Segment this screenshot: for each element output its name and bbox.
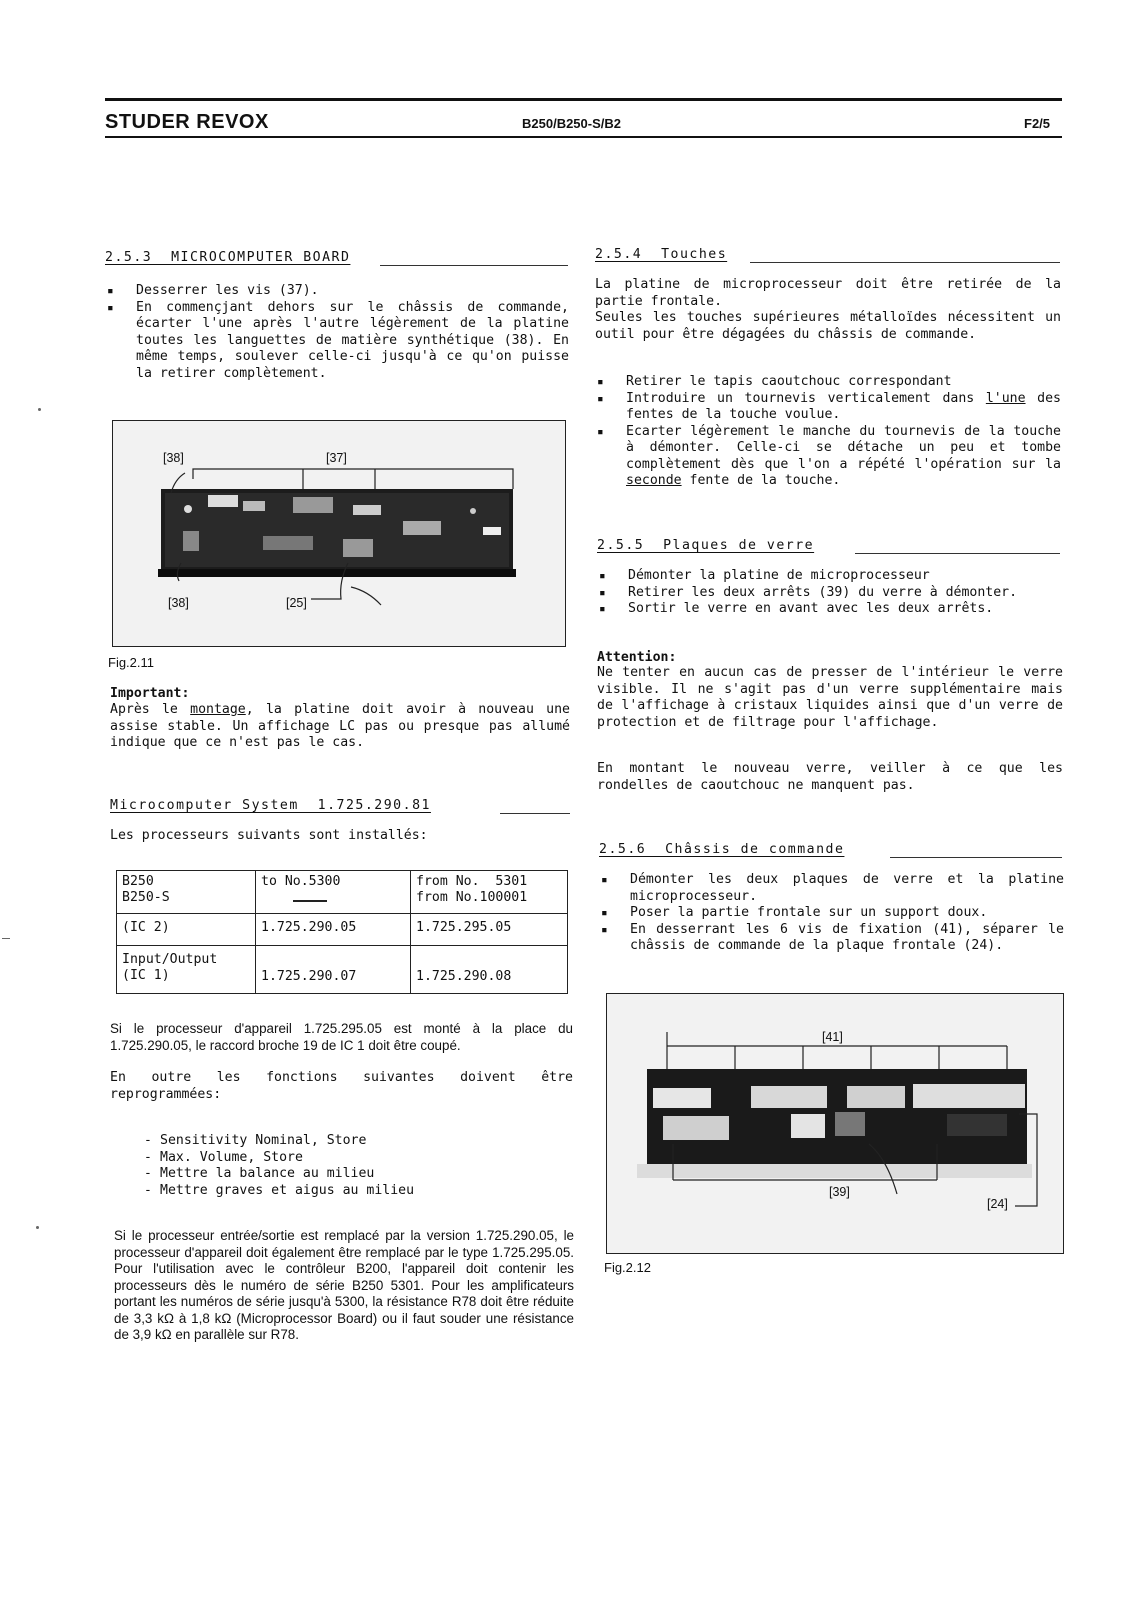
touches-steps	[595, 374, 1061, 490]
figure-label: [38]	[163, 451, 184, 465]
list-item: ▪ Retirer les deux arrêts (39) du verre à démonter.	[597, 585, 1061, 602]
heading-rule	[890, 857, 1062, 858]
paragraph-reprogram: En outre les fonctions suivantes doivent être reprogrammées:	[110, 1070, 573, 1102]
important-title: Important:	[110, 686, 190, 701]
table-row	[117, 871, 568, 914]
list-item: ▪ Démonter les deux plaques de verre et la platine microprocesseur.	[599, 872, 1064, 905]
chassis-steps	[599, 872, 1064, 955]
reprogram-list	[144, 1133, 564, 1199]
page-number: F2/5	[1024, 116, 1051, 131]
list-item: ▪ Desserrer les vis (37).	[105, 283, 569, 300]
section-heading-2-5-3: 2.5.3 MICROCOMPUTER BOARD	[105, 250, 351, 265]
list-item: ▪ Retirer le tapis caoutchouc correspondant	[595, 374, 1061, 391]
plaques-steps	[597, 568, 1061, 618]
figure-label: [41]	[822, 1030, 843, 1044]
underlined-word: l'une	[985, 390, 1026, 406]
underlined-word: montage	[190, 702, 246, 717]
table-cell: from No. 5301 from No.100001	[411, 871, 568, 914]
header-top-rule	[105, 98, 1062, 101]
list-item: ▪ Sortir le verre en avant avec les deux arrêts.	[597, 601, 1061, 618]
table-cell: (IC 2)	[117, 914, 256, 946]
figure-2-12-caption: Fig.2.12	[604, 1260, 651, 1275]
figure-2-12-control-chassis-photo	[606, 993, 1064, 1254]
processors-intro: Les processeurs suivants sont installés:	[110, 828, 428, 843]
table-cell: Input/Output (IC 1)	[117, 946, 256, 994]
figure-2-11-microcomputer-board-photo	[112, 420, 566, 647]
list-item: ▪ En desserrant les 6 vis de fixation (41), séparer le châssis de commande de la plaque frontale (24).	[599, 922, 1064, 955]
section-heading-microcomputer-system: Microcomputer System 1.725.290.81	[110, 798, 431, 813]
heading-rule	[750, 262, 1060, 263]
figure-2-11-caption: Fig.2.11	[108, 655, 155, 670]
heading-rule	[380, 265, 568, 266]
list-item: ▪ Poser la partie frontale sur un support doux.	[599, 905, 1064, 922]
brand-logo: STUDER REVOX	[105, 111, 269, 133]
paragraph-processor-swap: Si le processeur d'appareil 1.725.295.05 est monté à la place du 1.725.290.05, le raccord broche 19 de IC 1 doit être coupé.	[110, 1021, 573, 1053]
attention-note: Ne tenter en aucun cas de presser de l'intérieur le verre visible. Il ne s'agit pas d'un verre supplémentaire mais de l'affichage à cristaux liquides ainsi que d'un verre de protection et de filtrage pour l'affichage.	[597, 665, 1063, 730]
list-item: - Max. Volume, Store	[144, 1150, 564, 1167]
heading-rule	[500, 813, 570, 814]
heading-rule	[855, 553, 1060, 554]
table-cell: 1.725.290.07	[256, 946, 411, 994]
important-note: Après le montage, la platine doit avoir à nouveau une assise stable. Un affichage LC pas ou presque pas allumé indique que ce n'est pas le cas.	[110, 702, 570, 750]
figure-label: [24]	[987, 1197, 1008, 1211]
table-cell: to No.5300	[256, 871, 411, 914]
figure-label: [39]	[829, 1185, 850, 1199]
dash-line	[293, 900, 327, 902]
plaques-paragraph: En montant le nouveau verre, veiller à ce que les rondelles de caoutchouc ne manquent pas.	[597, 761, 1063, 793]
figure-label: [25]	[286, 596, 307, 610]
list-item: ▪ Introduire un tournevis verticalement dans l'une des fentes de la touche voulue.	[595, 391, 1061, 424]
section-heading-2-5-6: 2.5.6 Châssis de commande	[599, 842, 845, 857]
underlined-word: seconde	[626, 473, 682, 488]
list-item: - Mettre la balance au milieu	[144, 1166, 564, 1183]
table-row	[117, 946, 568, 994]
section-heading-2-5-4: 2.5.4 Touches	[595, 247, 728, 262]
touches-intro: La platine de microprocesseur doit être retirée de la partie frontale. Seules les touches supérieures métalloïdes nécessitent un outil pour être dégagées du châssis de commande.	[595, 277, 1061, 342]
paragraph-io-processor: Si le processeur entrée/sortie est remplacé par la version 1.725.290.05, le processeur d'appareil doit également être remplacé par le type 1.725.295.05. Pour l'utilisation avec le contrôleur B200, l'appareil doit contenir les processeurs dès le numéro de série B250 5301. Pour les amplificateurs portant les numéros de série jusqu'à 5300, la résistance R78 doit être réduite de 3,3 kΩ à 1,8 kΩ (Microprocessor Board) ou il faut souder une résistance de 3,9 kΩ en parallèle sur R78.	[114, 1228, 574, 1342]
figure-label: [37]	[326, 451, 347, 465]
list-item: ▪ En commençjant dehors sur le châssis de commande, écarter l'une après l'autre légèrement de la platine toutes les languettes de matière synthétique (38). En même temps, soulever celle-ci jusqu'à ce qu'on puisse la retirer complètement.	[105, 300, 569, 383]
model-number: B250/B250-S/B2	[522, 116, 621, 131]
header-bottom-rule	[105, 136, 1062, 138]
list-item: ▪ Ecarter légèrement le manche du tournevis de la touche à démonter. Celle-ci se détache un peu et tombe complètement dès que l'on a répété l'opération sur la seconde fente de la touche.	[595, 424, 1061, 490]
attention-title: Attention:	[597, 650, 677, 665]
figure-label: [38]	[168, 596, 189, 610]
section-2-5-3-steps	[105, 283, 569, 382]
scan-speck	[36, 1226, 39, 1229]
list-item: ▪ Démonter la platine de microprocesseur	[597, 568, 1061, 585]
list-item: - Mettre graves et aigus au milieu	[144, 1183, 564, 1200]
scan-speck	[2, 938, 10, 939]
table-cell: 1.725.290.05	[256, 914, 411, 946]
table-row	[117, 914, 568, 946]
table-cell: 1.725.290.08	[411, 946, 568, 994]
table-cell: B250 B250-S	[117, 871, 256, 914]
scan-speck	[38, 408, 41, 411]
processor-table	[116, 870, 568, 994]
section-heading-2-5-5: 2.5.5 Plaques de verre	[597, 538, 815, 553]
table-cell: 1.725.295.05	[411, 914, 568, 946]
list-item: - Sensitivity Nominal, Store	[144, 1133, 564, 1150]
